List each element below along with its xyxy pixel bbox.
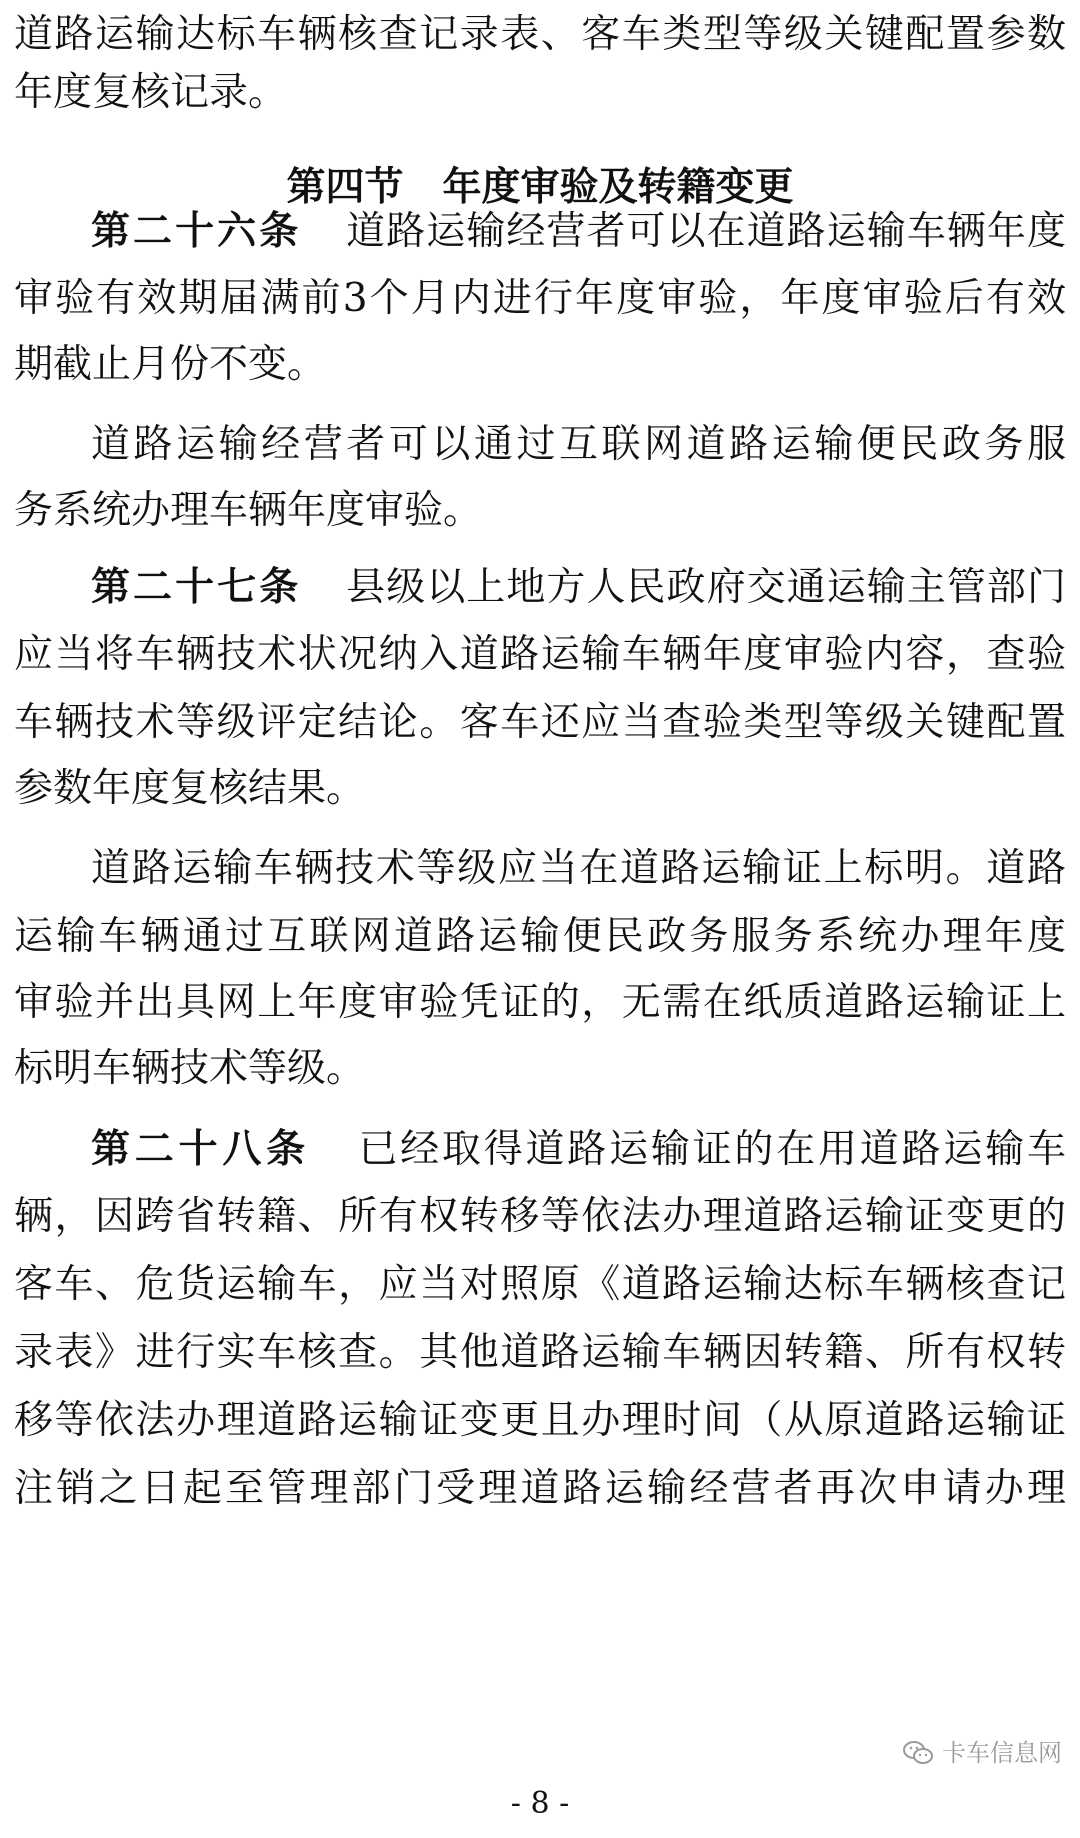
article-27-first-line (91, 552, 1066, 622)
article-label: 第二十八条 (91, 1126, 310, 1172)
wechat-icon (902, 1739, 934, 1767)
text-line: 车辆技术等级评定结论。客车还应当查验类型等级关键配置 (14, 700, 1066, 745)
text-line: 录表》进行实车核查。其他道路运输车辆因转籍、所有权转 (14, 1330, 1066, 1375)
text-line: 运输车辆通过互联网道路运输便民政务服务系统办理年度 (14, 914, 1066, 959)
article-label: 第二十七条 (91, 564, 302, 610)
section-heading: 第四节 年度审验及转籍变更 (286, 164, 794, 210)
text-line: 参数年度复核结果。 (14, 766, 366, 811)
text-line: 期截止月份不变。 (14, 342, 327, 387)
text-run: 已经取得道路运输证的在用道路运输车 (358, 1127, 1066, 1172)
watermark (902, 1733, 1062, 1773)
text-line: 辆，因跨省转籍、所有权转移等依法办理道路运输证变更的 (14, 1194, 1066, 1239)
text-run: 县级以上地方人民政府交通运输主管部门 (346, 565, 1066, 610)
text-line: 道路运输车辆技术等级应当在道路运输证上标明。道路 (91, 846, 1066, 891)
article-26-first-line (91, 196, 1066, 266)
text-line: 审验并出具网上年度审验凭证的，无需在纸质道路运输证上 (14, 980, 1066, 1025)
text-line: 应当将车辆技术状况纳入道路运输车辆年度审验内容，查验 (14, 632, 1066, 677)
text-line: 道路运输经营者可以通过互联网道路运输便民政务服 (91, 422, 1066, 467)
page-number: - 8 - (510, 1786, 570, 1821)
text-run: 道路运输经营者可以在道路运输车辆年度 (346, 209, 1066, 254)
text-line: 年度复核记录。 (14, 70, 288, 115)
text-line: 审验有效期届满前3个月内进行年度审验，年度审验后有效 (14, 276, 1066, 321)
article-label: 第二十六条 (91, 208, 302, 254)
text-line: 移等依法办理道路运输证变更且办理时间（从原道路运输证 (14, 1398, 1066, 1443)
text-line: 标明车辆技术等级。 (14, 1046, 366, 1091)
text-line: 道路运输达标车辆核查记录表、客车类型等级关键配置参数 (14, 12, 1066, 57)
text-line: 客车、危货运输车，应当对照原《道路运输达标车辆核查记 (14, 1262, 1066, 1307)
watermark-text: 卡车信息网 (942, 1739, 1062, 1767)
article-28-first-line (91, 1114, 1066, 1184)
text-line: 务系统办理车辆年度审验。 (14, 488, 483, 533)
text-line: 注销之日起至管理部门受理道路运输经营者再次申请办理 (14, 1466, 1066, 1511)
